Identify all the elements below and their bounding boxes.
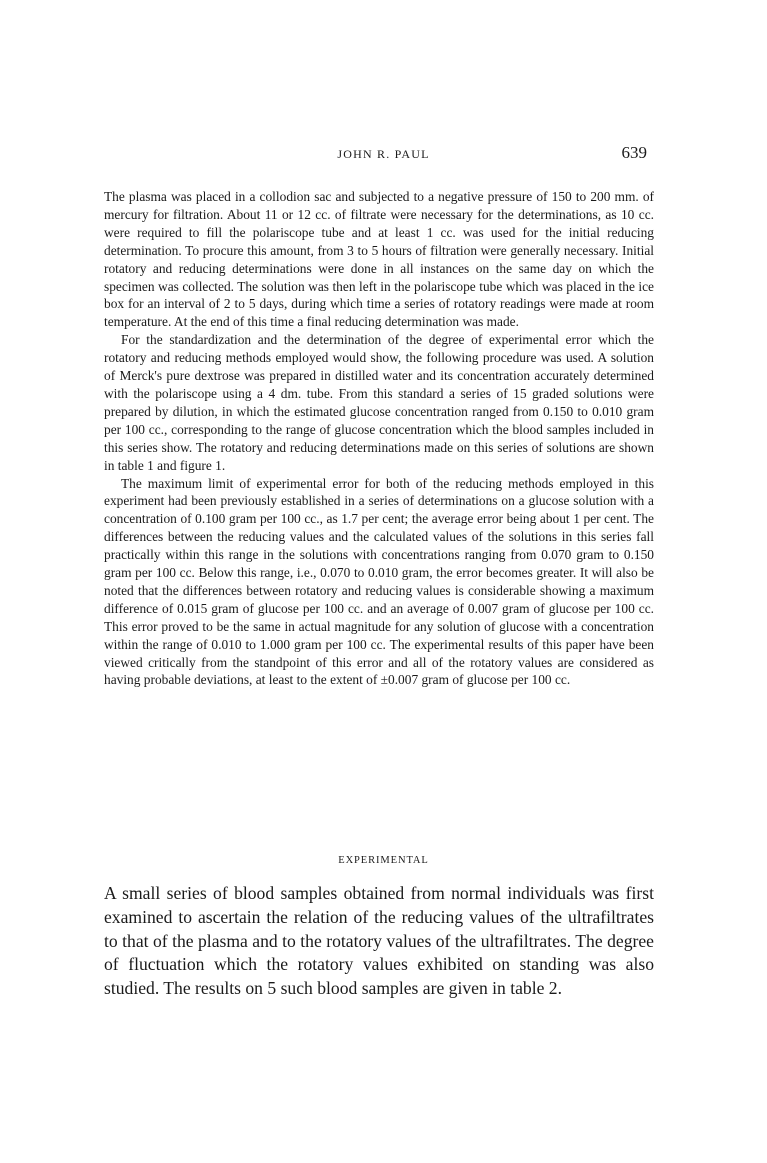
paragraph-experimental-error: The maximum limit of experimental error for both of the reducing methods employed in this experiment had been previously established in a series of determinations on a glucose solution with a concentration of 0.100 gram per 100 cc., as 1.7 per cent; the average error being about 1 per cent. The differences between the reducing values and the calculated values of the solutions in this series fall practically within this range in the solutions with concentrations ranging from 0.070 gram to 0.150 gram per 100 cc. Below this range, i.e., 0.070 to 0.010 gram, the error becomes greater. It will also be noted that the differences between rotatory and reducing values is considerable showing a maximum difference of 0.015 gram of glucose per 100 cc. and an average of 0.007 gram of glucose per 100 cc. This error proved to be the same in actual magnitude for any solution of glucose with a concentration within the range of 0.010 to 1.000 gram per 100 cc. The experimental results of this paper have been viewed critically from the standpoint of this error and all of the rotatory values are considered as having probable deviations, at least to the extent of ±0.007 gram of glucose per 100 cc. bbox=[104, 475, 654, 688]
running-head: JOHN R. PAUL bbox=[337, 147, 430, 161]
paragraph-filtration: The plasma was placed in a collodion sac and subjected to a negative pressure of 150 to 200 mm. of mercury for filtration. About 11 or 12 cc. of filtrate were necessary for the determinations, as 10 cc. were required to fill the polariscope tube and at least 1 cc. was used for the initial reducing determination. To procure this amount, from 3 to 5 hours of filtration were generally necessary. Initial rotatory and reducing determinations were done in all instances on the same day on which the specimen was collected. The solution was then left in the polariscope tube which was placed in the ice box for an interval of 2 to 5 days, during which time a series of rotatory readings were made at room temperature. At the end of this time a final reducing determination was made. bbox=[104, 189, 654, 330]
experimental-text bbox=[104, 882, 654, 1001]
paragraph-experimental: A small series of blood samples obtained from normal individuals was first examined to ascertain the relation of the reducing values of the ultrafiltrates to that of the plasma and to the rotatory values of the ultrafiltrates. The degree of fluctuation which the rotatory values exhibited on standing was also studied. The results on 5 such blood samples are given in table 2. bbox=[104, 883, 654, 999]
methods-text bbox=[104, 188, 654, 689]
section-heading-experimental: EXPERIMENTAL bbox=[338, 855, 429, 866]
paragraph-standardization: For the standardization and the determination of the degree of experimental error which the rotatory and reducing methods employed would show, the following procedure was used. A solution of Merck's pure dextrose was prepared in distilled water and its concentration accurately determined with the polariscope using a 4 dm. tube. From this standard a series of 15 graded solutions were prepared by dilution, in which the estimated glucose concentration ranged from 0.150 to 0.010 gram per 100 cc., corresponding to the range of glucose concentration which the blood samples included in this series show. The rotatory and reducing determinations made on this series of solutions are shown in table 1 and figure 1. bbox=[104, 332, 654, 473]
page-number: 639 bbox=[621, 143, 647, 162]
